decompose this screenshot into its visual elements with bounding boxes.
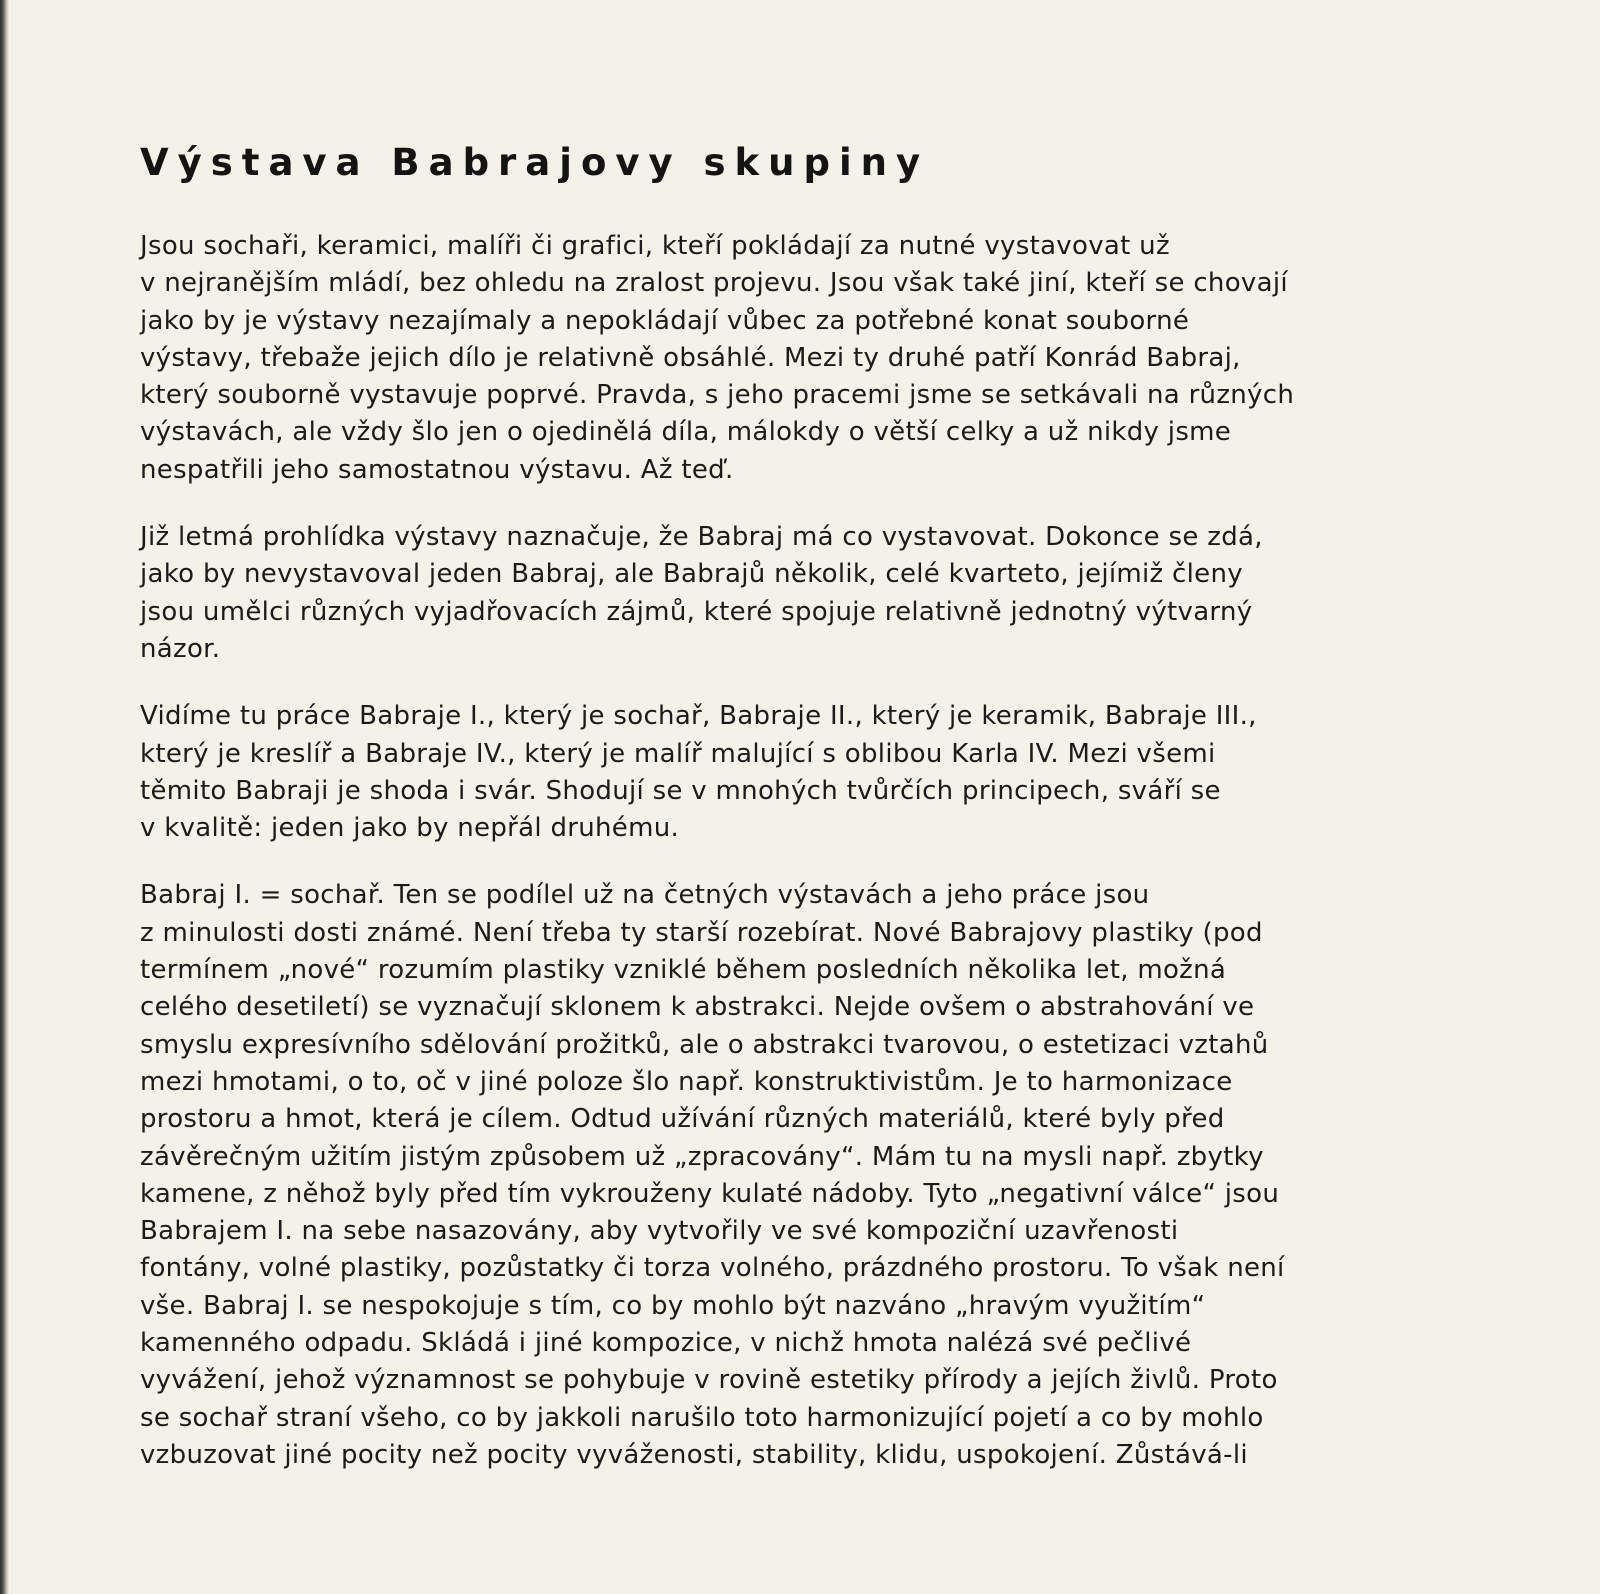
text-line: mezi hmotami, o to, oč v jiné poloze šlo např. konstruktivistům. Je to harmonizace <box>140 1066 1233 1097</box>
text-line: který je kreslíř a Babraje IV., který je malíř malující s oblibou Karla IV. Mezi všemi <box>140 738 1216 769</box>
text-line: Babrajem I. na sebe nasazovány, aby vytvořily ve své kompoziční uzavřenosti <box>140 1216 1179 1247</box>
text-line: prostoru a hmot, která je cílem. Odtud užívání různých materiálů, které byly před <box>140 1104 1225 1135</box>
text-line: Jsou sochaři, keramici, malíři či grafici, kteří pokládají za nutné vystavovat už <box>140 231 1170 261</box>
text-line: který souborně vystavuje poprvé. Pravda, s jeho pracemi jsme se setkávali na různých <box>140 380 1295 411</box>
text-line: vše. Babraj I. se nespokojuje s tím, co by mohlo být nazváno „hravým využitím“ <box>140 1290 1206 1321</box>
text-line: výstavy, třebaže jejich dílo je relativně obsáhlé. Mezi ty druhé patří Konrád Babraj, <box>140 342 1241 373</box>
paragraph <box>140 228 1510 489</box>
text-line: v kvalitě: jeden jako by nepřál druhému. <box>140 813 680 844</box>
text-line: těmito Babraji je shoda i svár. Shodují se v mnohých tvůrčích principech, sváří se <box>140 775 1221 806</box>
text-line: v nejranějším mládí, bez ohledu na zralost projevu. Jsou však také jiní, kteří se chovají <box>140 268 1288 299</box>
scan-edge <box>0 0 9 1594</box>
text-line: jako by nevystavoval jeden Babraj, ale Babrajů několik, celé kvarteto, jejímiž členy <box>140 559 1243 590</box>
text-line: názor. <box>140 633 221 664</box>
text-line: nespatřili jeho samostatnou výstavu. Až teď. <box>140 454 734 485</box>
text-line: výstavách, ale vždy šlo jen o ojedinělá díla, málokdy o větší celky a už nikdy jsme <box>140 417 1232 448</box>
paragraph <box>140 519 1510 668</box>
document-page <box>140 138 1510 1504</box>
text-line: vyvážení, jehož významnost se pohybuje v rovině estetiky přírody a jejích živlů. Proto <box>140 1365 1278 1396</box>
text-line: vzbuzovat jiné pocity než pocity vyváženosti, stability, klidu, uspokojení. Zůstává-li <box>140 1439 1248 1470</box>
text-line: se sochař straní všeho, co by jakkoli narušilo toto harmonizující pojetí a co by mohlo <box>140 1402 1264 1433</box>
text-line: smyslu expresívního sdělování prožitků, ale o abstrakci tvarovou, o estetizaci vztahů <box>140 1029 1269 1060</box>
text-line: kamene, z něhož byly před tím vykrouženy kulaté nádoby. Tyto „negativní válce“ jsou <box>140 1178 1280 1209</box>
text-line: z minulosti dosti známé. Není třeba ty starší rozebírat. Nové Babrajovy plastiky (pod <box>140 917 1263 948</box>
text-line: kamenného odpadu. Skládá i jiné kompozice, v nichž hmota nalézá své pečlivé <box>140 1328 1192 1359</box>
article-title: Výstava Babrajovy skupiny <box>140 141 930 184</box>
text-line: Vidíme tu práce Babraje I., který je sochař, Babraje II., který je keramik, Babraje III., <box>140 701 1257 732</box>
text-line: jsou umělci různých vyjadřovacích zájmů, které spojuje relativně jednotný výtvarný <box>140 596 1253 627</box>
text-line: Babraj I. = sochař. Ten se podílel už na četných výstavách a jeho práce jsou <box>140 880 1150 911</box>
text-line: fontány, volné plastiky, pozůstatky či torza volného, prázdného prostoru. To však není <box>140 1253 1285 1284</box>
text-line: termínem „nové“ rozumím plastiky vzniklé během posledních několika let, možná <box>140 955 1227 986</box>
paragraph <box>140 698 1510 847</box>
text-line: celého desetiletí) se vyznačují sklonem k abstrakci. Nejde ovšem o abstrahování ve <box>140 992 1255 1023</box>
text-line: závěrečným užitím jistým způsobem už „zpracovány“. Mám tu na mysli např. zbytky <box>140 1141 1264 1172</box>
text-line: jako by je výstavy nezajímaly a nepokládají vůbec za potřebné konat souborné <box>140 305 1190 336</box>
text-line: Již letmá prohlídka výstavy naznačuje, že Babraj má co vystavovat. Dokonce se zdá, <box>140 522 1263 553</box>
paragraph <box>140 877 1510 1474</box>
article-body <box>140 228 1510 1474</box>
